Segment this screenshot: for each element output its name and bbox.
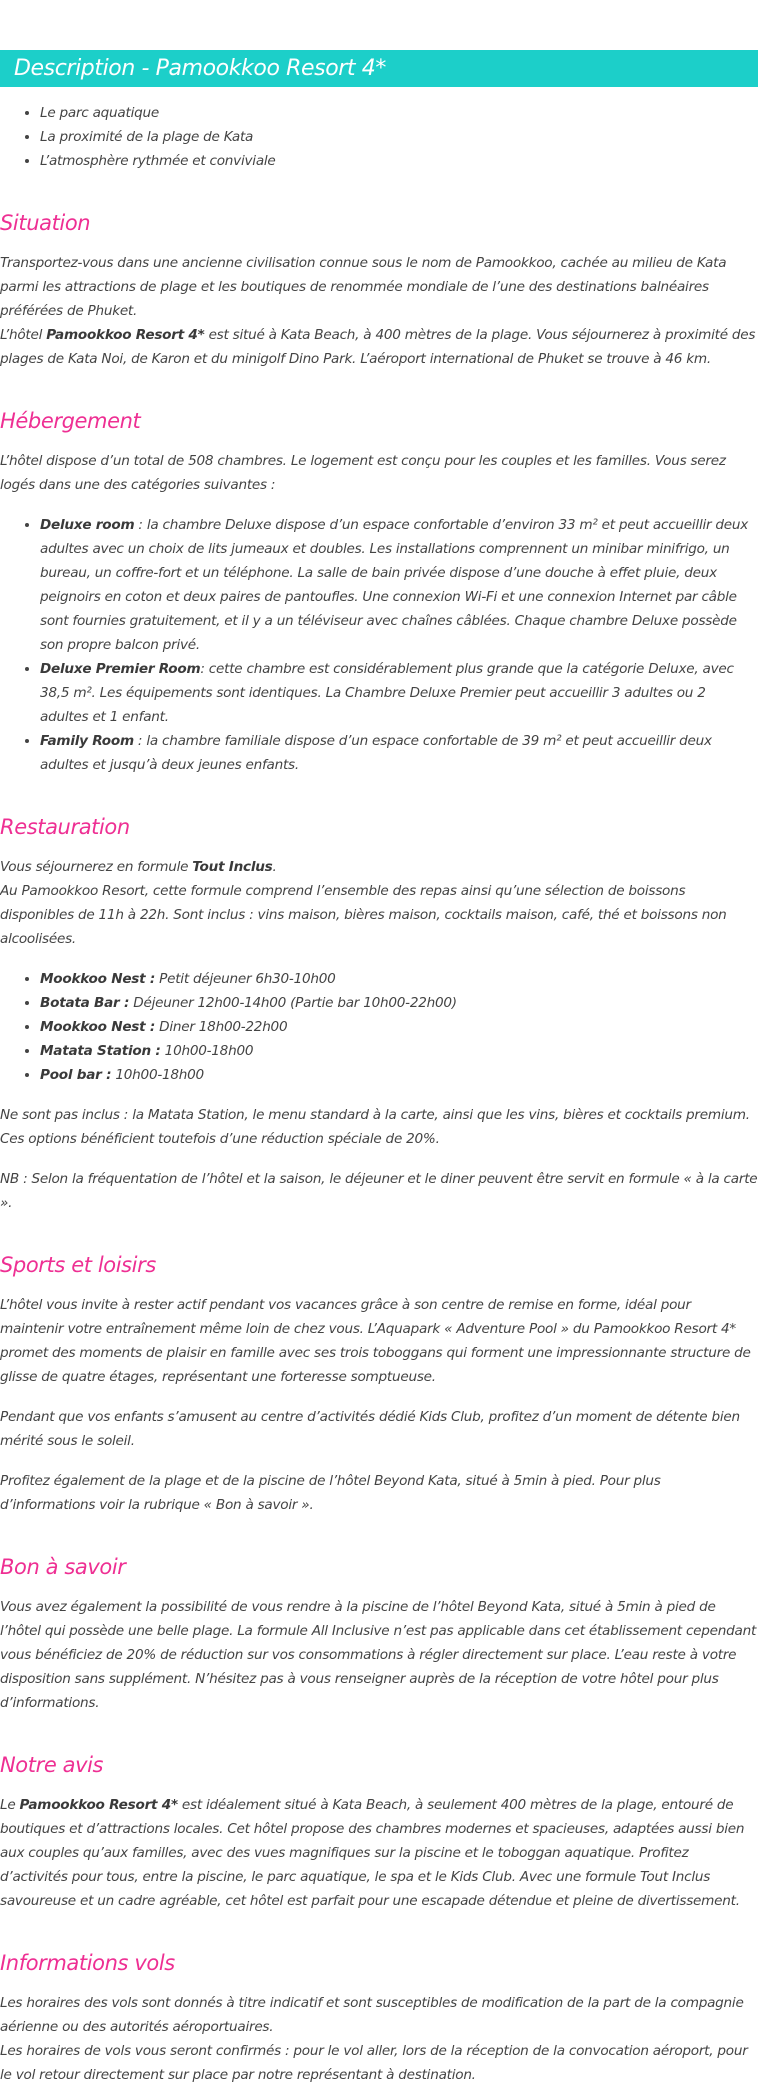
list-item xyxy=(40,1015,758,1039)
section-title-notre-avis: Notre avis xyxy=(0,1753,104,1777)
banner-title: Description - Pamookkoo Resort 4* xyxy=(14,56,386,81)
restauration-paragraph: Au Pamookkoo Resort, cette formule comprend l’ensemble des repas ainsi qu’une sélection de boissons disponibles de 11h à 22h. Sont inclus : vins maison, bières maison, cocktails maison, café, thé et boissons non alcoolisées. xyxy=(0,883,727,947)
list-item xyxy=(40,1039,758,1063)
list-item xyxy=(40,991,758,1015)
venue-hours: Diner 18h00-22h00 xyxy=(155,1019,288,1035)
vols-paragraph: Les horaires des vols sont donnés à titre indicatif et sont susceptibles de modification de la part de la compagnie aérienne ou des autorités aéroportuaires. xyxy=(0,1995,744,2035)
restauration-note: NB : Selon la fréquentation de l’hôtel et la saison, le déjeuner et le diner peuvent être servit en formule « à la carte ». xyxy=(0,1171,758,1211)
text: Le xyxy=(0,1797,20,1813)
venue-name: Pool bar : xyxy=(40,1067,112,1083)
situation-paragraph-hotel xyxy=(0,323,758,371)
list-item: • La proximité de la plage de Kata xyxy=(40,125,758,149)
highlights-list xyxy=(0,101,758,173)
venue-name: Mookkoo Nest : xyxy=(40,971,156,987)
venue-list xyxy=(0,967,758,1087)
venue-name: Botata Bar : xyxy=(40,995,130,1011)
section-title-bon-a-savoir: Bon à savoir xyxy=(0,1555,126,1579)
hotel-name: Pamookkoo Resort 4* xyxy=(19,1797,178,1813)
hotel-name: Pamookkoo Resort 4* xyxy=(46,327,205,343)
restauration-paragraph-formula xyxy=(0,855,758,879)
text: Vous séjournerez en formule xyxy=(0,859,193,875)
room-description: : la chambre familiale dispose d’un espace confortable de 39 m² et peut accueillir deux adultes et jusqu’à deux jeunes enfants. xyxy=(40,733,712,773)
text: est situé à Kata Beach, à 400 mètres de la plage. Vous séjournerez à proximité des plages de Kata Noi, de Karon et du minigolf Dino Park. L’aéroport international de Phuket se trouve à 46 km. xyxy=(0,327,756,367)
notre-avis-paragraph xyxy=(0,1793,758,1913)
room-name: Deluxe Premier Room xyxy=(40,661,201,677)
room-description: : la chambre Deluxe dispose d’un espace confortable d’environ 33 m² et peut accueillir deux adultes avec un choix de lits jumeaux et doubles. Les installations comprennent un minibar minifrigo, un bureau, un coffre-fort et un téléphone. La salle de bain privée dispose d’une douche à effet pluie, deux peignoirs en coton et deux paires de pantoufles. Une connexion Wi-Fi et une connexion Internet par câble sont fournies gratuitement, et il y a un téléviseur avec chaînes câblées. Chaque chambre Deluxe possède son propre balcon privé. xyxy=(40,517,749,653)
hebergement-paragraph: L’hôtel dispose d’un total de 508 chambres. Le logement est conçu pour les couples et les familles. Vous serez logés dans une des catégories suivantes : xyxy=(0,453,726,493)
description-banner xyxy=(0,50,758,87)
list-item: • Le parc aquatique xyxy=(40,101,758,125)
sports-paragraph: L’hôtel vous invite à rester actif pendant vos vacances grâce à son centre de remise en forme, idéal pour maintenir votre entraînement même loin de chez vous. L’Aquapark « Adventure Pool » du Pamookkoo Resort 4* promet des moments de plaisir en famille avec ses trois toboggans qui forment une impressionnante structure de glisse de quatre étages, représentant une forteresse somptueuse. xyxy=(0,1297,751,1385)
text: est idéalement situé à Kata Beach, à seulement 400 mètres de la plage, entouré de boutiques et d’attractions locales. Cet hôtel propose des chambres modernes et spacieuses, adaptées aussi bien aux couples qu’aux familles, avec des vues magnifiques sur la piscine et le toboggan aquatique. Profitez d’activités pour tous, entre la piscine, le parc aquatique, le spa et le Kids Club. Avec une formule Tout Inclus savoureuse et un cadre agréable, cet hôtel est parfait pour une escapade détendue et pleine de divertissement. xyxy=(0,1797,745,1909)
description-content xyxy=(0,101,758,2087)
venue-name: Mookkoo Nest : xyxy=(40,1019,156,1035)
section-title-situation: Situation xyxy=(0,211,91,235)
venue-hours: 10h00-18h00 xyxy=(160,1043,254,1059)
list-item xyxy=(40,729,758,777)
venue-hours: Déjeuner 12h00-14h00 (Partie bar 10h00-22h00) xyxy=(129,995,457,1011)
restauration-exclusions: Ne sont pas inclus : la Matata Station, le menu standard à la carte, ainsi que les vins, bières et cocktails premium. Ces options bénéficient toutefois d’une réduction spéciale de 20%. xyxy=(0,1107,750,1147)
sports-paragraph: Pendant que vos enfants s’amusent au centre d’activités dédié Kids Club, profitez d’un moment de détente bien mérité sous le soleil. xyxy=(0,1409,740,1449)
room-name: Deluxe room xyxy=(40,517,135,533)
list-item xyxy=(40,657,758,729)
venue-name: Matata Station : xyxy=(40,1043,161,1059)
sports-paragraph: Profitez également de la plage et de la piscine de l’hôtel Beyond Kata, situé à 5min à pied. Pour plus d’informations voir la rubrique « Bon à savoir ». xyxy=(0,1473,661,1513)
list-item xyxy=(40,513,758,657)
text: . xyxy=(272,859,277,875)
room-description: : cette chambre est considérablement plus grande que la catégorie Deluxe, avec 38,5 m². Les équipements sont identiques. La Chambre Deluxe Premier peut accueillir 3 adultes ou 2 adultes et 1 enfant. xyxy=(40,661,734,725)
text: L’hôtel xyxy=(0,327,47,343)
vols-paragraph: Les horaires de vols vous seront confirmés : pour le vol aller, lors de la réception de la convocation aéroport, pour le vol retour directement sur place par notre représentant à destination. xyxy=(0,2043,748,2083)
room-list xyxy=(0,513,758,777)
section-title-sports: Sports et loisirs xyxy=(0,1253,156,1277)
section-title-hebergement: Hébergement xyxy=(0,409,141,433)
situation-paragraph: Transportez-vous dans une ancienne civilisation connue sous le nom de Pamookkoo, cachée au milieu de Kata parmi les attractions de plage et les boutiques de renommée mondiale de l’une des destinations balnéaires préférées de Phuket. xyxy=(0,255,727,319)
formula-name: Tout Inclus xyxy=(192,859,273,875)
section-title-informations-vols: Informations vols xyxy=(0,1951,175,1975)
list-item xyxy=(40,1063,758,1087)
section-title-restauration: Restauration xyxy=(0,815,130,839)
list-item: • L’atmosphère rythmée et conviviale xyxy=(40,149,758,173)
venue-hours: 10h00-18h00 xyxy=(111,1067,204,1083)
room-name: Family Room xyxy=(40,733,134,749)
list-item xyxy=(40,967,758,991)
bon-a-savoir-paragraph: Vous avez également la possibilité de vous rendre à la piscine de l’hôtel Beyond Kata, situé à 5min à pied de l’hôtel qui possède une belle plage. La formule All Inclusive n’est pas applicable dans cet établissement cependant vous bénéficiez de 20% de réduction sur vos consommations à régler directement sur place. L’eau reste à votre disposition sans supplément. N’hésitez pas à vous renseigner auprès de la réception de votre hôtel pour plus d’informations. xyxy=(0,1599,757,1711)
venue-hours: Petit déjeuner 6h30-10h00 xyxy=(155,971,336,987)
